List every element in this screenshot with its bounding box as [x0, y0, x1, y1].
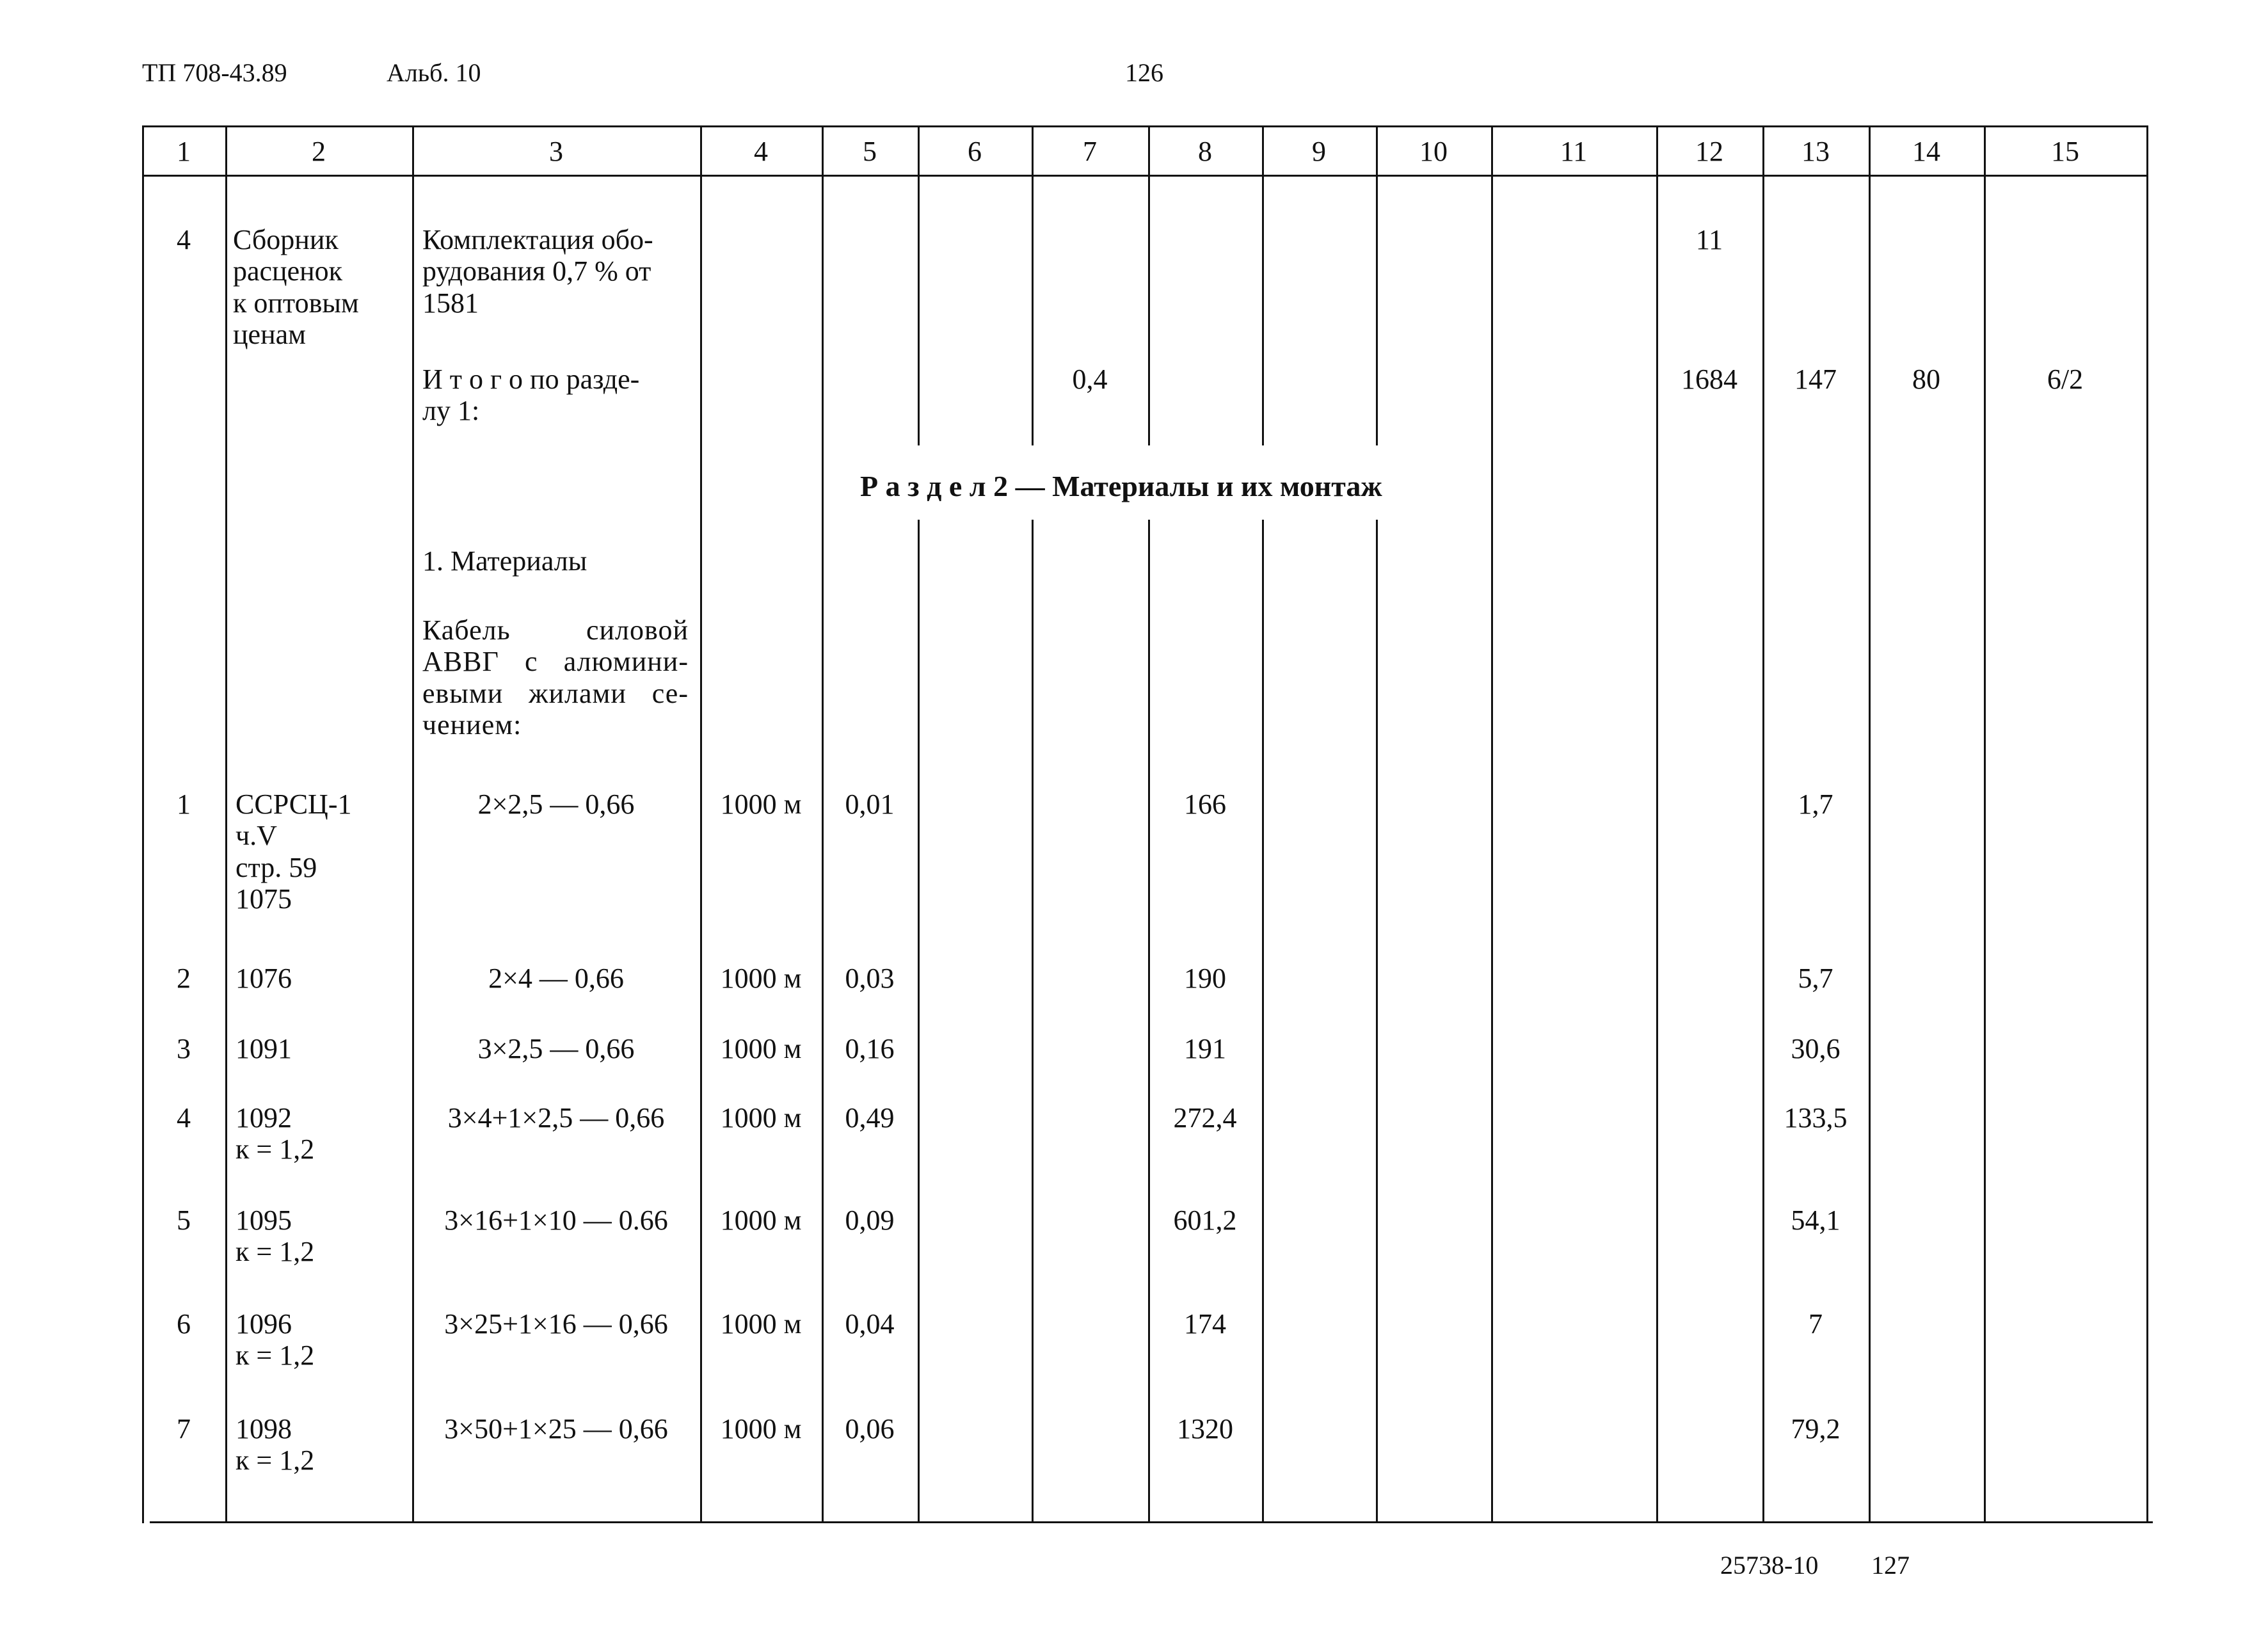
vline-11 — [1656, 125, 1658, 1523]
col-header-7: 7 — [1083, 136, 1097, 167]
col-header-10: 10 — [1419, 136, 1448, 167]
vline-6a — [1032, 125, 1034, 445]
price-cell: 601,2 — [1173, 1205, 1237, 1236]
col-header-4: 4 — [754, 136, 768, 167]
section-total-label: И т о г о по разде- лу 1: — [422, 364, 640, 427]
unit-cell: 1000 м — [720, 1413, 802, 1445]
vline-7b — [1148, 520, 1150, 1523]
footer-page: 127 — [1871, 1551, 1910, 1580]
vline-9a — [1376, 125, 1378, 445]
unit-cell: 1000 м — [720, 1308, 802, 1340]
source-cell: 1092 к = 1,2 — [236, 1102, 315, 1165]
vline-6b — [1032, 520, 1034, 1523]
spec-cell: 3×50+1×25 — 0,66 — [444, 1413, 668, 1445]
col-header-1: 1 — [177, 136, 191, 167]
price-cell: 166 — [1184, 788, 1226, 820]
qty-cell: 0,09 — [845, 1205, 895, 1236]
source-cell: 1095 к = 1,2 — [236, 1205, 315, 1268]
row-number: 7 — [177, 1413, 191, 1445]
qty-cell: 0,04 — [845, 1308, 895, 1340]
spec-cell: 2×2,5 — 0,66 — [477, 788, 635, 820]
spec-cell: 3×4+1×2,5 — 0,66 — [447, 1102, 665, 1133]
col7-total: 0,4 — [1072, 364, 1108, 395]
cable-description: Кабель силовой АВВГ с алюмини-евыми жилами се-чением: — [422, 614, 689, 740]
qty-cell: 0,49 — [845, 1102, 895, 1133]
col-header-15: 15 — [2051, 136, 2079, 167]
doc-code: ТП 708-43.89 — [142, 58, 287, 87]
table-top-border — [142, 125, 2146, 127]
qty-cell: 0,06 — [845, 1413, 895, 1445]
vline-10 — [1491, 125, 1493, 1523]
col-header-2: 2 — [312, 136, 326, 167]
source-cell: 1076 — [236, 963, 292, 994]
col15-total: 6/2 — [2047, 364, 2084, 395]
vline-8b — [1262, 520, 1264, 1523]
total-cell: 1,7 — [1798, 788, 1833, 820]
row-number: 4 — [177, 1102, 191, 1133]
unit-cell: 1000 м — [720, 788, 802, 820]
qty-cell: 0,01 — [845, 788, 895, 820]
row-number: 6 — [177, 1308, 191, 1340]
source-cell: ССРСЦ-1 ч.V стр. 59 1075 — [236, 788, 352, 915]
spec-cell: 2×4 — 0,66 — [488, 963, 624, 994]
vline-9b — [1376, 520, 1378, 1523]
vline-right — [2146, 125, 2148, 1523]
vline-8a — [1262, 125, 1264, 445]
col-header-11: 11 — [1560, 136, 1588, 167]
col-header-3: 3 — [549, 136, 563, 167]
unit-cell: 1000 м — [720, 1033, 802, 1064]
unit-cell: 1000 м — [720, 1205, 802, 1236]
vline-13 — [1869, 125, 1871, 1523]
total-cell: 79,2 — [1791, 1413, 1841, 1445]
col-header-8: 8 — [1198, 136, 1212, 167]
unit-cell: 1000 м — [720, 963, 802, 994]
qty-cell: 0,03 — [845, 963, 895, 994]
row-number: 4 — [177, 224, 191, 255]
source-cell: Сборник расценок к оптовым ценам — [233, 224, 359, 350]
total-cell: 54,1 — [1791, 1205, 1841, 1236]
spec-cell: 3×25+1×16 — 0,66 — [444, 1308, 668, 1340]
section-title: Р а з д е л 2 — Материалы и их монтаж — [860, 470, 1382, 502]
vline-5b — [918, 520, 920, 1523]
col12-total: 1684 — [1681, 364, 1737, 395]
row-number: 1 — [177, 788, 191, 820]
col-header-14: 14 — [1912, 136, 1940, 167]
col-header-12: 12 — [1695, 136, 1723, 167]
col12-value: 11 — [1695, 224, 1723, 255]
spec-cell: 3×16+1×10 — 0.66 — [444, 1205, 668, 1236]
price-cell: 190 — [1184, 963, 1226, 994]
col-header-9: 9 — [1312, 136, 1326, 167]
total-cell: 5,7 — [1798, 963, 1833, 994]
page-number: 126 — [1125, 58, 1163, 87]
col-header-6: 6 — [968, 136, 982, 167]
source-cell: 1098 к = 1,2 — [236, 1413, 315, 1477]
col-header-5: 5 — [863, 136, 877, 167]
row-number: 3 — [177, 1033, 191, 1064]
source-cell: 1096 к = 1,2 — [236, 1308, 315, 1372]
row-number: 5 — [177, 1205, 191, 1236]
col-header-13: 13 — [1801, 136, 1830, 167]
vline-7a — [1148, 125, 1150, 445]
qty-cell: 0,16 — [845, 1033, 895, 1064]
unit-cell: 1000 м — [720, 1102, 802, 1133]
col13-total: 147 — [1794, 364, 1837, 395]
spec-cell: 3×2,5 — 0,66 — [477, 1033, 635, 1064]
col14-total: 80 — [1912, 364, 1940, 395]
table-bottom-border — [150, 1521, 2153, 1523]
price-cell: 174 — [1184, 1308, 1226, 1340]
source-cell: 1091 — [236, 1033, 292, 1064]
album-label: Альб. 10 — [387, 58, 481, 87]
total-cell: 133,5 — [1784, 1102, 1848, 1133]
header-bottom-border — [142, 175, 2146, 177]
vline-5a — [918, 125, 920, 445]
row-number: 2 — [177, 963, 191, 994]
total-cell: 7 — [1809, 1308, 1823, 1340]
total-cell: 30,6 — [1791, 1033, 1841, 1064]
footer-code: 25738-10 — [1720, 1551, 1819, 1580]
description-cell: Комплектация обо- рудования 0,7 % от 1581 — [422, 224, 653, 319]
vline-14 — [1984, 125, 1986, 1523]
price-cell: 272,4 — [1173, 1102, 1237, 1133]
vline-1 — [225, 125, 227, 1523]
price-cell: 1320 — [1177, 1413, 1233, 1445]
subheading: 1. Материалы — [422, 545, 587, 577]
price-cell: 191 — [1184, 1033, 1226, 1064]
